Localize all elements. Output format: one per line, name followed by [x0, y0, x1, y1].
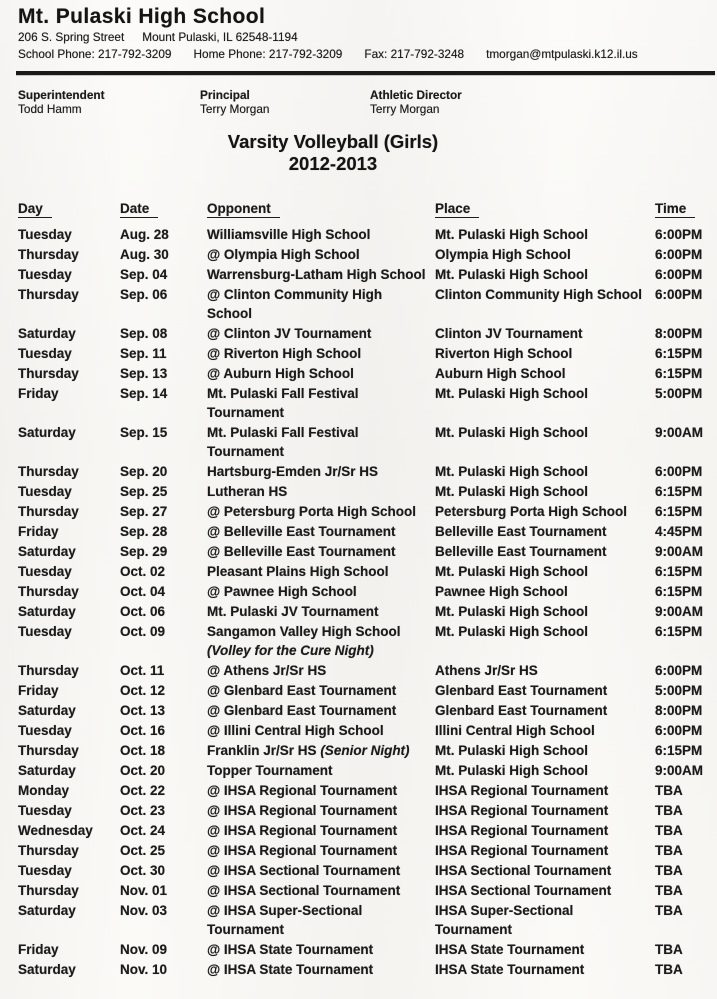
opponent-name: @ Glenbard East Tournament [207, 703, 397, 718]
cell-date: Oct. 06 [120, 604, 166, 619]
staff-title: Principal [200, 88, 250, 102]
street-address: 206 S. Spring Street [18, 30, 125, 44]
cell-opponent [207, 701, 435, 720]
cell-place: Pawnee High School [435, 584, 568, 599]
schedule-row [18, 821, 715, 840]
cell-date: Oct. 11 [120, 663, 165, 678]
cell-opponent [207, 384, 435, 422]
column-header-date: Date [120, 199, 207, 218]
cell-date: Nov. 03 [120, 903, 168, 918]
cell-day: Tuesday [18, 723, 72, 738]
cell-date: Sep. 25 [120, 484, 168, 499]
opponent-name: @ Athens Jr/Sr HS [207, 663, 327, 678]
cell-day: Tuesday [18, 564, 72, 579]
cell-opponent [207, 901, 435, 939]
cell-opponent [207, 781, 435, 800]
cell-day: Friday [18, 524, 59, 539]
schedule-row [18, 681, 715, 700]
cell-date: Sep. 06 [120, 287, 168, 302]
opponent-name: @ Clinton Community High School [207, 287, 383, 321]
cell-place: Belleville East Tournament [435, 544, 607, 559]
cell-time: TBA [655, 863, 683, 878]
schedule-row [18, 384, 715, 422]
cell-day: Thursday [18, 504, 79, 519]
cell-place: Mt. Pulaski High School [435, 743, 589, 758]
opponent-name: @ Olympia High School [207, 247, 360, 262]
schedule-row [18, 721, 715, 740]
opponent-name: @ Illini Central High School [207, 723, 384, 738]
cell-place: IHSA Regional Tournament [435, 843, 609, 858]
schedule-row [18, 364, 715, 383]
staff-superintendent [18, 88, 200, 116]
opponent-name: Hartsburg-Emden Jr/Sr HS [207, 464, 379, 479]
opponent-name: Mt. Pulaski JV Tournament [207, 604, 379, 619]
schedule-row [18, 562, 715, 581]
cell-opponent [207, 285, 435, 323]
schedule-row [18, 285, 715, 323]
cell-date: Nov. 10 [120, 962, 168, 977]
document-season: 2012-2013 [288, 153, 378, 174]
cell-date: Sep. 15 [120, 425, 168, 440]
cell-time: 6:15PM [655, 366, 703, 381]
opponent-name: @ Petersburg Porta High School [207, 504, 416, 519]
schedule-row [18, 741, 715, 760]
cell-day: Thursday [18, 843, 79, 858]
cell-place: IHSA Regional Tournament [435, 783, 609, 798]
cell-opponent [207, 265, 435, 284]
cell-opponent [207, 225, 435, 244]
staff-title: Superintendent [18, 88, 105, 102]
cell-date: Oct. 04 [120, 584, 166, 599]
cell-date: Nov. 01 [120, 883, 168, 898]
cell-opponent [207, 681, 435, 700]
cell-date: Sep. 08 [120, 326, 168, 341]
home-phone: Home Phone: 217-792-3209 [193, 47, 343, 61]
cell-time: 8:00PM [655, 703, 703, 718]
opponent-note: (Volley for the Cure Night) [207, 643, 374, 658]
cell-day: Wednesday [18, 823, 93, 838]
schedule-row [18, 245, 715, 264]
cell-day: Thursday [18, 247, 79, 262]
cell-time: 5:00PM [655, 386, 703, 401]
opponent-name: Topper Tournament [207, 763, 333, 778]
cell-day: Friday [18, 942, 59, 957]
title-block [18, 131, 648, 175]
cell-opponent [207, 661, 435, 680]
cell-date: Oct. 16 [120, 723, 166, 738]
cell-time: 6:15PM [655, 743, 703, 758]
cell-place: IHSA Regional Tournament [435, 803, 609, 818]
cell-opponent [207, 801, 435, 820]
schedule-row [18, 781, 715, 800]
cell-date: Aug. 30 [120, 247, 169, 262]
opponent-name: @ Pawnee High School [207, 584, 357, 599]
cell-date: Oct. 24 [120, 823, 166, 838]
cell-date: Oct. 25 [120, 843, 166, 858]
cell-day: Thursday [18, 883, 79, 898]
cell-place: Olympia High School [435, 247, 571, 262]
schedule-row [18, 701, 715, 720]
cell-opponent [207, 821, 435, 840]
cell-date: Oct. 22 [120, 783, 166, 798]
cell-opponent [207, 582, 435, 601]
opponent-name: @ Auburn High School [207, 366, 354, 381]
table-header-row [18, 199, 715, 218]
cell-opponent [207, 344, 435, 363]
opponent-name: @ IHSA Sectional Tournament [207, 863, 401, 878]
schedule-table [18, 199, 715, 979]
opponent-name: @ IHSA Regional Tournament [207, 803, 398, 818]
cell-place: Mt. Pulaski High School [435, 763, 589, 778]
opponent-name: @ IHSA Regional Tournament [207, 823, 398, 838]
cell-time: TBA [655, 903, 683, 918]
cell-day: Tuesday [18, 346, 72, 361]
schedule-row [18, 622, 715, 660]
column-header-day: Day [18, 199, 120, 218]
cell-day: Tuesday [18, 227, 72, 242]
cell-time: 9:00AM [655, 544, 704, 559]
cell-time: 6:00PM [655, 464, 703, 479]
schedule-row [18, 462, 715, 481]
cell-opponent [207, 482, 435, 501]
cell-place: Mt. Pulaski High School [435, 604, 589, 619]
schedule-row [18, 502, 715, 521]
schedule-row [18, 861, 715, 880]
cell-time: 8:00PM [655, 326, 703, 341]
cell-place: Mt. Pulaski High School [435, 464, 589, 479]
cell-date: Nov. 09 [120, 942, 168, 957]
cell-time: 6:00PM [655, 287, 703, 302]
cell-day: Saturday [18, 544, 76, 559]
cell-place: Athens Jr/Sr HS [435, 663, 538, 678]
cell-opponent [207, 462, 435, 481]
cell-day: Tuesday [18, 484, 72, 499]
opponent-name: @ Clinton JV Tournament [207, 326, 372, 341]
cell-place: Mt. Pulaski High School [435, 484, 589, 499]
opponent-name: Franklin Jr/Sr HS [207, 743, 317, 758]
cell-day: Tuesday [18, 624, 72, 639]
schedule-row [18, 324, 715, 343]
opponent-name: @ IHSA Regional Tournament [207, 783, 398, 798]
cell-time: 6:15PM [655, 484, 703, 499]
cell-opponent [207, 562, 435, 581]
cell-day: Monday [18, 783, 70, 798]
schedule-row [18, 602, 715, 621]
schedule-row [18, 522, 715, 541]
opponent-name: Pleasant Plains High School [207, 564, 389, 579]
column-header-opponent: Opponent [207, 199, 435, 218]
cell-place: IHSA Super-Sectional Tournament [435, 903, 574, 937]
schedule-row [18, 225, 715, 244]
opponent-name: Mt. Pulaski Fall Festival Tournament [207, 386, 359, 420]
cell-day: Friday [18, 386, 59, 401]
cell-place: IHSA Sectional Tournament [435, 863, 612, 878]
cell-time: TBA [655, 803, 683, 818]
cell-place: Illini Central High School [435, 723, 595, 738]
cell-day: Tuesday [18, 803, 72, 818]
cell-date: Oct. 23 [120, 803, 166, 818]
staff-name: Todd Hamm [18, 102, 82, 116]
document-title: Varsity Volleyball (Girls) [227, 131, 439, 152]
cell-day: Tuesday [18, 267, 72, 282]
cell-time: TBA [655, 843, 683, 858]
cell-time: 4:45PM [655, 524, 703, 539]
schedule-row [18, 582, 715, 601]
opponent-name: @ Glenbard East Tournament [207, 683, 397, 698]
schedule-row [18, 960, 715, 979]
cell-time: TBA [655, 823, 683, 838]
address-line [18, 29, 715, 45]
cell-date: Sep. 27 [120, 504, 168, 519]
cell-day: Thursday [18, 663, 79, 678]
cell-place: Glenbard East Tournament [435, 683, 608, 698]
cell-opponent [207, 245, 435, 264]
cell-place: Mt. Pulaski High School [435, 386, 589, 401]
schedule-row [18, 265, 715, 284]
cell-place: Mt. Pulaski High School [435, 425, 589, 440]
cell-day: Friday [18, 683, 59, 698]
opponent-name: @ IHSA Super-Sectional Tournament [207, 903, 363, 937]
contact-line [18, 46, 715, 62]
cell-time: TBA [655, 883, 683, 898]
opponent-name: @ Riverton High School [207, 346, 362, 361]
cell-date: Sep. 11 [120, 346, 167, 361]
cell-opponent [207, 542, 435, 561]
staff-principal [200, 88, 370, 116]
cell-opponent [207, 522, 435, 541]
cell-day: Saturday [18, 604, 76, 619]
cell-time: 6:15PM [655, 564, 703, 579]
opponent-name: Mt. Pulaski Fall Festival Tournament [207, 425, 359, 459]
cell-time: 6:15PM [655, 584, 703, 599]
cell-time: TBA [655, 942, 683, 957]
letterhead [18, 5, 715, 62]
cell-opponent [207, 741, 435, 760]
cell-opponent [207, 841, 435, 860]
cell-date: Oct. 02 [120, 564, 166, 579]
cell-place: Mt. Pulaski High School [435, 227, 589, 242]
opponent-name: @ IHSA State Tournament [207, 942, 374, 957]
column-header-time: Time [655, 199, 715, 218]
cell-time: 6:15PM [655, 504, 703, 519]
cell-place: Glenbard East Tournament [435, 703, 608, 718]
cell-place: IHSA State Tournament [435, 942, 585, 957]
city-state-zip: Mount Pulaski, IL 62548-1194 [142, 30, 298, 44]
cell-date: Sep. 29 [120, 544, 168, 559]
cell-date: Oct. 30 [120, 863, 166, 878]
school-phone: School Phone: 217-792-3209 [18, 47, 172, 61]
opponent-name: Williamsville High School [207, 227, 371, 242]
staff-name: Terry Morgan [200, 102, 270, 116]
cell-opponent [207, 364, 435, 383]
cell-time: 6:00PM [655, 723, 703, 738]
cell-date: Sep. 13 [120, 366, 168, 381]
opponent-name: @ IHSA State Tournament [207, 962, 374, 977]
cell-date: Oct. 18 [120, 743, 166, 758]
cell-opponent [207, 721, 435, 740]
schedule-row [18, 482, 715, 501]
schedule-row [18, 344, 715, 363]
schedule-row [18, 801, 715, 820]
cell-opponent [207, 940, 435, 959]
header-divider [16, 71, 715, 75]
schedule-row [18, 841, 715, 860]
cell-time: 9:00AM [655, 425, 704, 440]
schedule-row [18, 423, 715, 461]
schedule-row [18, 661, 715, 680]
opponent-name: @ Belleville East Tournament [207, 524, 396, 539]
cell-time: 6:00PM [655, 247, 703, 262]
cell-time: 6:15PM [655, 346, 703, 361]
cell-date: Oct. 13 [120, 703, 166, 718]
cell-place: Mt. Pulaski High School [435, 267, 589, 282]
email-address: tmorgan@mtpulaski.k12.il.us [486, 47, 638, 61]
fax-number: Fax: 217-792-3248 [364, 47, 465, 61]
staff-title: Athletic Director [370, 88, 462, 102]
schedule-row [18, 761, 715, 780]
cell-day: Saturday [18, 425, 76, 440]
staff-athletic-director [370, 88, 715, 116]
cell-date: Sep. 28 [120, 524, 168, 539]
cell-time: 6:00PM [655, 227, 703, 242]
opponent-name: @ IHSA Regional Tournament [207, 843, 398, 858]
cell-day: Saturday [18, 703, 76, 718]
cell-opponent [207, 881, 435, 900]
cell-time: 5:00PM [655, 683, 703, 698]
cell-time: TBA [655, 783, 683, 798]
cell-date: Oct. 20 [120, 763, 166, 778]
column-header-place: Place [435, 199, 655, 218]
cell-day: Thursday [18, 743, 79, 758]
cell-time: 9:00AM [655, 604, 704, 619]
cell-day: Saturday [18, 763, 76, 778]
cell-opponent [207, 622, 435, 660]
cell-opponent [207, 502, 435, 521]
cell-time: 9:00AM [655, 763, 704, 778]
cell-date: Sep. 04 [120, 267, 168, 282]
cell-time: 6:00PM [655, 663, 703, 678]
schedule-row [18, 940, 715, 959]
opponent-name: @ Belleville East Tournament [207, 544, 396, 559]
cell-place: Petersburg Porta High School [435, 504, 628, 519]
cell-place: Riverton High School [435, 346, 573, 361]
schedule-row [18, 542, 715, 561]
staff-name: Terry Morgan [370, 102, 440, 116]
cell-time: 6:15PM [655, 624, 703, 639]
cell-date: Aug. 28 [120, 227, 169, 242]
schedule-rows [18, 225, 715, 979]
opponent-note: (Senior Night) [320, 743, 410, 758]
cell-date: Oct. 09 [120, 624, 166, 639]
cell-day: Saturday [18, 962, 76, 977]
cell-place: IHSA Regional Tournament [435, 823, 609, 838]
cell-place: IHSA Sectional Tournament [435, 883, 612, 898]
schedule-row [18, 901, 715, 939]
cell-time: TBA [655, 962, 683, 977]
cell-day: Saturday [18, 326, 76, 341]
cell-opponent [207, 960, 435, 979]
cell-date: Sep. 14 [120, 386, 168, 401]
cell-opponent [207, 602, 435, 621]
cell-place: Clinton JV Tournament [435, 326, 583, 341]
staff-section [18, 88, 715, 116]
schedule-row [18, 881, 715, 900]
cell-date: Sep. 20 [120, 464, 168, 479]
opponent-name: Sangamon Valley High School [207, 624, 401, 639]
opponent-name: Warrensburg-Latham High School [207, 267, 426, 282]
cell-date: Oct. 12 [120, 683, 166, 698]
cell-opponent [207, 324, 435, 343]
cell-place: Belleville East Tournament [435, 524, 607, 539]
cell-day: Thursday [18, 287, 79, 302]
school-name: Mt. Pulaski High School [18, 5, 266, 28]
cell-day: Thursday [18, 366, 79, 381]
cell-opponent [207, 861, 435, 880]
cell-day: Tuesday [18, 863, 72, 878]
cell-time: 6:00PM [655, 267, 703, 282]
opponent-name: @ IHSA Sectional Tournament [207, 883, 401, 898]
cell-day: Thursday [18, 584, 79, 599]
opponent-name: Lutheran HS [207, 484, 288, 499]
cell-place: Mt. Pulaski High School [435, 624, 589, 639]
cell-opponent [207, 761, 435, 780]
cell-place: Mt. Pulaski High School [435, 564, 589, 579]
cell-place: Auburn High School [435, 366, 566, 381]
cell-place: IHSA State Tournament [435, 962, 585, 977]
cell-opponent [207, 423, 435, 461]
cell-day: Saturday [18, 903, 76, 918]
cell-day: Thursday [18, 464, 79, 479]
cell-place: Clinton Community High School [435, 287, 642, 302]
